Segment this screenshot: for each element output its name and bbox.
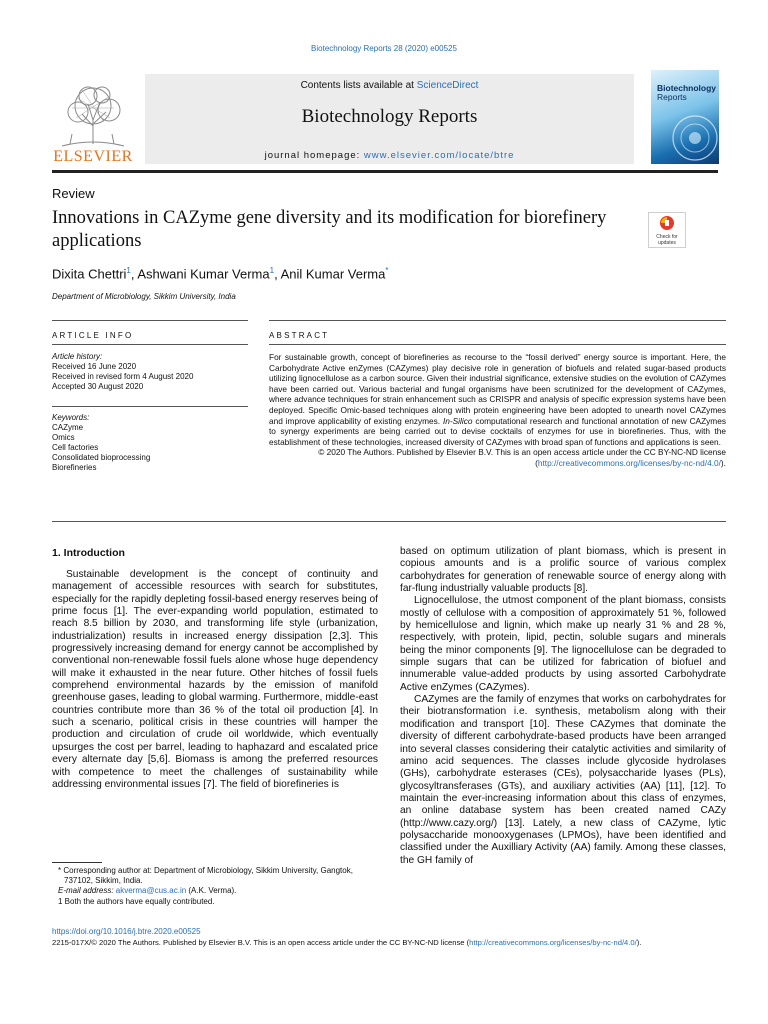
check-badge-label: Check for updates [656, 234, 678, 246]
keywords-label: Keywords: [52, 413, 90, 422]
email-link[interactable]: akverma@cus.ac.in [115, 886, 187, 896]
abstract-bottom-rule [52, 521, 726, 522]
article-history [52, 352, 252, 392]
keywords-rule [52, 406, 248, 407]
author-mark[interactable]: * [385, 266, 389, 275]
article-info-heading: ARTICLE INFO [52, 331, 134, 340]
contents-prefix: Contents lists available at [300, 80, 417, 91]
issn-end: ). [636, 938, 642, 947]
elsevier-wordmark: ELSEVIER [53, 148, 133, 165]
abstract-copyright [269, 447, 726, 468]
author-name[interactable]: Dixita Chettri [52, 266, 127, 282]
abstract-heading: ABSTRACT [269, 331, 330, 340]
email-suffix: (A.K. Verma). [186, 886, 237, 896]
author-name[interactable]: Anil Kumar Verma [280, 266, 386, 282]
abstract-rule [269, 344, 726, 345]
cover-title: Biotechnology [657, 83, 717, 93]
abstract-text-2: computational research and functional annotation of new CAZymes to synergy experiments are being carried out to devise cocktails of enzymes for use in biorefineries. Thus, with the establishment of these technologies, increased diversity of CAZymes with broad span of functions and applications is seen. [269, 415, 726, 447]
author-mark[interactable]: 1 [126, 266, 131, 275]
paragraph: based on optimum utilization of plant biomass, which is present in copious amounts and is a prolific source of various complex carbohydrates for generation of renewable source of energy along with far-flung industrially valuable products [8]. [400, 546, 726, 595]
affiliation: Department of Microbiology, Sikkim University, India [52, 292, 236, 301]
footnote-rule [52, 862, 102, 863]
footnote-equal-contribution: 1 Both the authors have equally contributed. [58, 896, 215, 906]
accepted-date: Accepted 30 August 2020 [52, 382, 144, 391]
abstract-body [269, 352, 726, 469]
author-name[interactable]: Ashwani Kumar Verma [137, 266, 270, 282]
keyword: CAZyme [52, 423, 84, 432]
homepage-link[interactable]: www.elsevier.com/locate/btre [363, 150, 515, 161]
cover-swirl-icon [651, 104, 719, 164]
received-date: Received 16 June 2020 [52, 362, 137, 371]
article-type: Review [52, 186, 95, 201]
author-mark[interactable]: 1 [269, 266, 275, 275]
paragraph: Lignocellulose, the utmost component of the plant biomass, consists mostly of cellulose with a composition of approximately 51 %, followed by hemicellulose and lignin, which make up nearly 31 % and 28 %, respectively, with protein, lipid, pectin, soluble sugars and minerals being the minor components [9]. The lignocellulose can be degraded to simple sugars that can be utilized for fabrication of biofuel and innumerable value-added products by using assorted Carbohydrate Active enZymes (CAZymes). [400, 595, 726, 693]
doi-link[interactable]: https://doi.org/10.1016/j.btre.2020.e00525 [52, 927, 201, 936]
footnotes [52, 866, 378, 907]
abstract-text-1: For sustainable growth, concept of biorefineries as recourse to the “fossil derived” energy source is important. Here, the Carbohydrate Active enZymes (CAZymes) play decisive role in generation of biofuels and related sugar-based products utilizing lignocellulose as a carbon source. Given their industrial significance, extensive studies on the evolution of CAZymes have been carried out. Various bacterial and fungal organisms have been scrutinized for the development of CAZymes, where advance techniques for strain enhancement such as CRISPR and analysis of specific expression systems have been deployed. Specific Omic-based techniques along with protein engineering have been adopted to unearth novel CAZymes and improve applicability of existing enzymes. [269, 352, 726, 426]
revised-date: Received in revised form 4 August 2020 [52, 372, 194, 381]
journal-cover-thumbnail[interactable] [651, 70, 719, 164]
sciencedirect-link[interactable]: ScienceDirect [416, 80, 479, 91]
journal-title: Biotechnology Reports [301, 106, 478, 127]
journal-homepage [145, 150, 634, 161]
contents-line [145, 80, 634, 91]
article-info-top-rule [52, 320, 248, 321]
cover-subtitle: Reports [657, 92, 687, 102]
footnote-email [52, 886, 378, 896]
keyword: Biorefineries [52, 463, 97, 472]
keyword: Omics [52, 433, 75, 442]
history-label: Article history: [52, 352, 103, 361]
journal-reference[interactable]: Biotechnology Reports 28 (2020) e00525 [311, 44, 457, 53]
article-info-rule [52, 344, 248, 345]
issn-license-line [52, 938, 732, 947]
left-column [52, 569, 378, 791]
author-list: Dixita Chettri$^1$, Ashwani Kumar Verma$^1$, Anil Kumar Verma* [52, 266, 389, 282]
copyright-text: © 2020 The Authors. Published by Elsevier B.V. This is an open access article under the CC BY-NC-ND license ( [318, 447, 726, 468]
keyword: Cell factories [52, 443, 99, 452]
paper-title: Innovations in CAZyme gene diversity and its modification for biorefinery applications [52, 208, 607, 251]
footnote-corresponding: * Corresponding author at: Department of Microbiology, Sikkim University, Gangtok, 737102, Sikkim, India. [58, 866, 353, 886]
right-column [400, 546, 726, 867]
paragraph: CAZymes are the family of enzymes that works on carbohydrates for their biotransformation i.e. synthesis, metabolism along with their modification and transport [10]. These CAZymes that dominate the diversity of different carbohydrate-based products have been arranged into several classes considering their catalytic activities and similarity of amino acid sequences. The classes include glycoside hydrolases (GHs), carbohydrate esterases (CEs), polysaccharide lyases (PLs), glycosyltransferases (GTs), and auxiliary activities (AA) [11], [12]. To maintain the ever-increasing information about this class of enzymes, an online database system has been created named CAZy (http://www.cazy.org/) [13]. Lately, a new class of CAZyme, lytic polysaccharide monooxygenases (LPMOs), have been identified and classified under the Auxilliary Activity (AA) family. Among these classes, the GH family of [400, 694, 726, 866]
issn-text: 2215-017X/© 2020 The Authors. Published by Elsevier B.V. This is an open access article under the CC BY-NC-ND license ( [52, 938, 470, 947]
copyright-end: ). [720, 457, 726, 468]
abstract-italic: In-Silico [442, 415, 473, 426]
section-heading-introduction: 1. Introduction [52, 547, 125, 559]
header-rule [52, 170, 718, 173]
email-label: E-mail address: [58, 886, 116, 896]
abstract-top-rule [269, 320, 726, 321]
paragraph: Sustainable development is the concept of continuity and management of accessible resources with search for substitutes, especially for the rapidly depleting fossil-based energy reserves being of prime focus [1]. The ever-expanding world population, estimated to reach 8.5 billion by 2030, and transforming life style (urbanization, industrialization) results in increased energy dissipation [2,3]. This progressively increasing demand for energy cannot be accomplished by conventional non-renewable fossil fuels alone whose huge dependency will make it exhausted in the near future. Other hitches of fossil fuels comprehend environmental hazards by the emission of manifold greenhouse gases, leading to global warming. Furthermore, middle-east countries contribute more than 36 % of the total oil production [4]. In such a scenario, political crisis in these countries will hamper the production and circulation of crude oil worldwide, which eventually upsurges the cost per barrel, leading to haphazard and escalated price every alternate day [5,6]. Biomass is among the preferred resources with competence to meet the challenges of sustainability while addressing environmental issues [7]. The field of biorefineries is [52, 569, 378, 790]
homepage-prefix: journal homepage: [264, 150, 364, 161]
footer-license-link[interactable]: http://creativecommons.org/licenses/by-nc-nd/4.0/ [469, 938, 637, 947]
license-link[interactable]: http://creativecommons.org/licenses/by-nc-nd/4.0/ [537, 457, 721, 468]
keyword-list [52, 413, 252, 473]
keyword: Consolidated bioprocessing [52, 453, 151, 462]
